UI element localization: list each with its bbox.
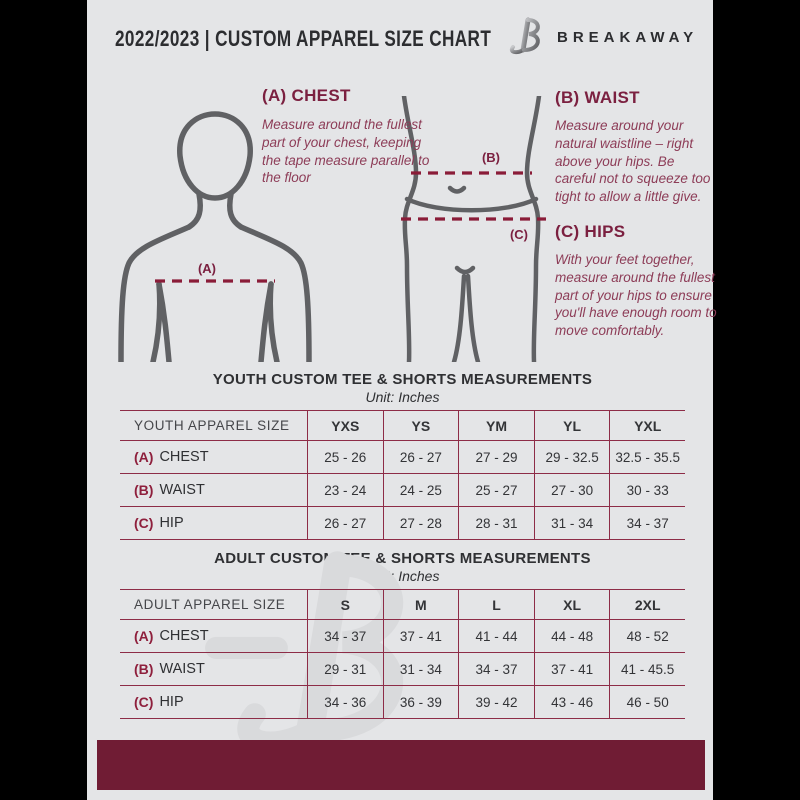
- row-label-cell: [120, 686, 307, 718]
- header-cell: YXL: [609, 411, 685, 440]
- adult-unit-label: Unit: Inches: [365, 568, 440, 584]
- row-label-cell: [120, 653, 307, 685]
- value-cell: 37 - 41: [383, 620, 459, 652]
- size-chart-page: [87, 0, 717, 800]
- row-prefix: (B): [134, 482, 154, 498]
- youth-section-title: YOUTH CUSTOM TEE & SHORTS MEASUREMENTS: [212, 371, 593, 388]
- table-row: [120, 619, 685, 652]
- value-cell: 27 - 29: [458, 441, 534, 473]
- value-cell: 48 - 52: [609, 620, 685, 652]
- row-prefix: (B): [134, 661, 154, 677]
- header-cell: YXS: [307, 411, 383, 440]
- row-label: CHEST: [159, 449, 209, 465]
- value-cell: 34 - 37: [458, 653, 534, 685]
- value-cell: 31 - 34: [383, 653, 459, 685]
- hips-line-label: (C): [509, 227, 529, 242]
- value-cell: 26 - 27: [383, 441, 459, 473]
- header-cell: ADULT APPAREL SIZE: [134, 597, 286, 612]
- row-prefix: (C): [134, 694, 154, 710]
- page-title: 2022/2023 | CUSTOM APPAREL SIZE CHART: [115, 26, 492, 51]
- value-cell: 30 - 33: [609, 474, 685, 506]
- row-label: WAIST: [159, 482, 205, 498]
- row-label-cell: [120, 620, 307, 652]
- row-label: HIP: [159, 694, 184, 710]
- row-label: CHEST: [159, 628, 209, 644]
- row-prefix: (C): [134, 515, 154, 531]
- table-row: [120, 440, 685, 473]
- value-cell: 43 - 46: [534, 686, 610, 718]
- value-cell: 29 - 32.5: [534, 441, 610, 473]
- brand-lockup: [501, 15, 698, 59]
- brand-name: BREAKAWAY: [557, 28, 699, 46]
- header-cell: S: [307, 590, 383, 619]
- row-label: WAIST: [159, 661, 205, 677]
- row-prefix: (A): [134, 449, 154, 465]
- waist-guide-heading: (B) WAIST: [555, 88, 640, 107]
- header-cell: L: [458, 590, 534, 619]
- table-row: [120, 473, 685, 506]
- value-cell: 39 - 42: [458, 686, 534, 718]
- chest-line-label: (A): [197, 261, 217, 276]
- row-prefix: (A): [134, 628, 154, 644]
- header-cell: M: [383, 590, 459, 619]
- value-cell: 27 - 28: [383, 507, 459, 539]
- adult-size-table: [120, 589, 685, 719]
- footer-accent-bar: [97, 740, 705, 790]
- value-cell: 25 - 26: [307, 441, 383, 473]
- table-header-row: [120, 589, 685, 619]
- hips-guide-heading: (C) HIPS: [555, 222, 626, 241]
- value-cell: 26 - 27: [307, 507, 383, 539]
- header-cell: YOUTH APPAREL SIZE: [134, 418, 290, 433]
- row-label-cell: [120, 441, 307, 473]
- table-header-row: [120, 410, 685, 440]
- value-cell: 36 - 39: [383, 686, 459, 718]
- value-cell: 23 - 24: [307, 474, 383, 506]
- value-cell: 41 - 45.5: [609, 653, 685, 685]
- row-label-cell: [120, 474, 307, 506]
- header-cell: XL: [534, 590, 610, 619]
- chest-guide-text: Measure around the fullest part of your chest, keeping the tape measure parallel to the floor: [262, 117, 430, 186]
- youth-size-table: [120, 410, 685, 540]
- waist-line-label: (B): [481, 150, 501, 165]
- header-cell: YS: [383, 411, 459, 440]
- header-cell: 2XL: [609, 590, 685, 619]
- row-label-cell: [120, 507, 307, 539]
- table-row: [120, 506, 685, 539]
- value-cell: 44 - 48: [534, 620, 610, 652]
- value-cell: 28 - 31: [458, 507, 534, 539]
- table-row: [120, 652, 685, 685]
- header-cell: YM: [458, 411, 534, 440]
- row-label: HIP: [159, 515, 184, 531]
- value-cell: 34 - 37: [609, 507, 685, 539]
- value-cell: 32.5 - 35.5: [609, 441, 685, 473]
- value-cell: 37 - 41: [534, 653, 610, 685]
- value-cell: 41 - 44: [458, 620, 534, 652]
- value-cell: 29 - 31: [307, 653, 383, 685]
- breakaway-logo-icon: [501, 15, 545, 59]
- value-cell: 34 - 36: [307, 686, 383, 718]
- value-cell: 24 - 25: [383, 474, 459, 506]
- waist-guide-text: Measure around your natural waistline – right above your hips. Be careful not to squeeze too tight to allow a little give.: [555, 118, 711, 205]
- header-cell: YL: [534, 411, 610, 440]
- hips-guide-text: With your feet together, measure around the fullest part of your hips to ensure you'll have enough room to move comfortably.: [555, 252, 717, 339]
- value-cell: 25 - 27: [458, 474, 534, 506]
- adult-section-title: ADULT CUSTOM TEE & SHORTS MEASUREMENTS: [214, 550, 591, 567]
- value-cell: 46 - 50: [609, 686, 685, 718]
- chest-guide-heading: (A) CHEST: [262, 86, 351, 105]
- value-cell: 34 - 37: [307, 620, 383, 652]
- youth-unit-label: Unit: Inches: [365, 389, 440, 405]
- value-cell: 31 - 34: [534, 507, 610, 539]
- table-row: [120, 685, 685, 718]
- value-cell: 27 - 30: [534, 474, 610, 506]
